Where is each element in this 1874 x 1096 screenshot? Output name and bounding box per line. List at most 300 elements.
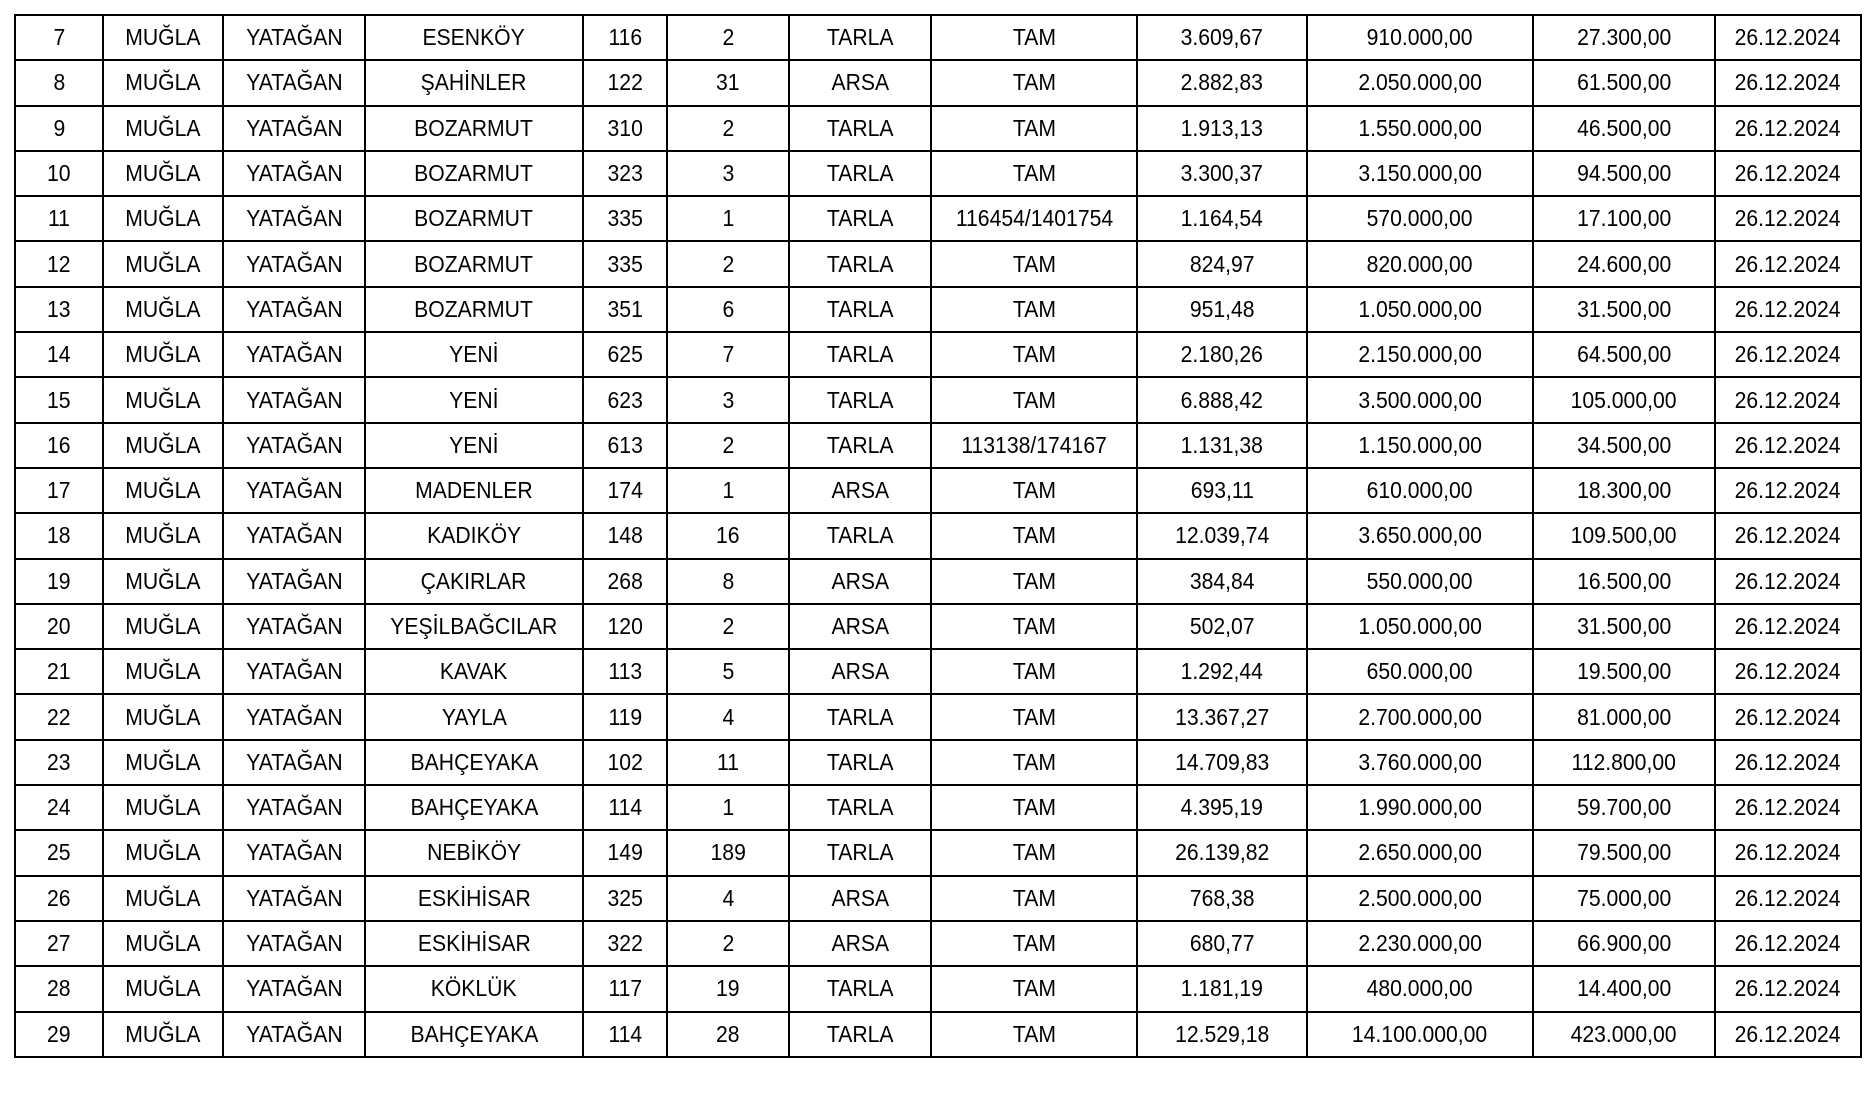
district-text: YATAĞAN	[245, 250, 343, 277]
row-number-cell	[15, 287, 103, 332]
area-cell	[1137, 513, 1307, 558]
date-text: 26.12.2024	[1735, 748, 1841, 775]
price-cell	[1307, 694, 1533, 739]
price-text: 650.000,00	[1367, 658, 1473, 685]
district-text: YATAĞAN	[245, 658, 343, 685]
price-cell	[1307, 106, 1533, 151]
deposit-cell	[1533, 649, 1715, 694]
block-cell	[583, 785, 667, 830]
property-table	[14, 14, 1862, 1058]
district-cell	[223, 423, 365, 468]
district-cell	[223, 468, 365, 513]
district-text: YATAĞAN	[245, 431, 343, 458]
table-row	[15, 106, 1861, 151]
price-cell	[1307, 468, 1533, 513]
area-cell	[1137, 1012, 1307, 1057]
neighborhood-cell	[365, 740, 583, 785]
property-type-cell	[789, 151, 931, 196]
deposit-cell	[1533, 241, 1715, 286]
deposit-cell	[1533, 694, 1715, 739]
share-text: TAM	[1012, 114, 1056, 141]
parcel-text: 4	[722, 703, 734, 730]
deposit-cell	[1533, 559, 1715, 604]
date-text: 26.12.2024	[1735, 567, 1841, 594]
parcel-cell	[667, 1012, 789, 1057]
district-text: YATAĞAN	[245, 839, 343, 866]
deposit-text: 94.500,00	[1576, 160, 1672, 187]
table-row	[15, 649, 1861, 694]
date-text: 26.12.2024	[1735, 930, 1841, 957]
area-cell	[1137, 60, 1307, 105]
deposit-cell	[1533, 921, 1715, 966]
date-text: 26.12.2024	[1735, 522, 1841, 549]
date-cell	[1715, 1012, 1861, 1057]
parcel-text: 19	[716, 975, 740, 1002]
table-row	[15, 966, 1861, 1011]
deposit-text: 14.400,00	[1576, 975, 1672, 1002]
district-text: YATAĞAN	[245, 160, 343, 187]
price-text: 570.000,00	[1367, 205, 1473, 232]
deposit-cell	[1533, 1012, 1715, 1057]
neighborhood-cell	[365, 785, 583, 830]
block-cell	[583, 423, 667, 468]
neighborhood-text: BAHÇEYAKA	[410, 794, 538, 821]
price-text: 2.500.000,00	[1358, 884, 1482, 911]
row-number-text: 13	[47, 295, 71, 322]
area-text: 951,48	[1189, 295, 1255, 322]
district-cell	[223, 694, 365, 739]
province-text: MUĞLA	[125, 1020, 201, 1047]
date-cell	[1715, 694, 1861, 739]
property-type-cell	[789, 15, 931, 60]
price-cell	[1307, 921, 1533, 966]
province-text: MUĞLA	[125, 341, 201, 368]
share-cell	[931, 513, 1137, 558]
property-type-text: TARLA	[826, 250, 894, 277]
table-row	[15, 785, 1861, 830]
date-text: 26.12.2024	[1735, 386, 1841, 413]
area-text: 2.882,83	[1180, 69, 1264, 96]
row-number-cell	[15, 241, 103, 286]
block-text: 323	[607, 160, 643, 187]
share-cell	[931, 559, 1137, 604]
share-text: TAM	[1012, 250, 1056, 277]
block-text: 335	[607, 205, 643, 232]
neighborhood-text: YENİ	[449, 386, 499, 413]
parcel-cell	[667, 377, 789, 422]
deposit-cell	[1533, 604, 1715, 649]
block-text: 325	[607, 884, 643, 911]
property-type-cell	[789, 921, 931, 966]
neighborhood-cell	[365, 287, 583, 332]
district-text: YATAĞAN	[245, 703, 343, 730]
parcel-cell	[667, 468, 789, 513]
deposit-cell	[1533, 966, 1715, 1011]
property-type-cell	[789, 241, 931, 286]
area-text: 693,11	[1190, 477, 1254, 504]
table-row	[15, 740, 1861, 785]
parcel-text: 2	[722, 24, 734, 51]
property-type-text: ARSA	[831, 567, 889, 594]
date-cell	[1715, 332, 1861, 377]
row-number-text: 21	[47, 658, 71, 685]
block-cell	[583, 151, 667, 196]
province-cell	[103, 966, 223, 1011]
row-number-cell	[15, 196, 103, 241]
block-text: 113	[608, 658, 642, 685]
date-cell	[1715, 559, 1861, 604]
price-text: 480.000,00	[1367, 975, 1473, 1002]
province-cell	[103, 468, 223, 513]
block-text: 119	[608, 703, 642, 730]
price-cell	[1307, 1012, 1533, 1057]
parcel-text: 2	[722, 431, 734, 458]
deposit-text: 75.000,00	[1576, 884, 1672, 911]
row-number-cell	[15, 151, 103, 196]
area-text: 1.131,38	[1180, 431, 1264, 458]
share-text: TAM	[1012, 477, 1056, 504]
table-row	[15, 60, 1861, 105]
row-number-cell	[15, 830, 103, 875]
neighborhood-text: BAHÇEYAKA	[410, 1020, 538, 1047]
share-text: TAM	[1012, 748, 1056, 775]
district-text: YATAĞAN	[245, 205, 343, 232]
row-number-text: 20	[47, 613, 71, 639]
date-cell	[1715, 60, 1861, 105]
parcel-text: 28	[716, 1020, 740, 1047]
row-number-cell	[15, 60, 103, 105]
province-cell	[103, 921, 223, 966]
table-row	[15, 241, 1861, 286]
property-type-text: TARLA	[826, 341, 894, 368]
share-text: TAM	[1012, 839, 1056, 866]
date-cell	[1715, 513, 1861, 558]
province-text: MUĞLA	[125, 477, 201, 504]
share-cell	[931, 332, 1137, 377]
deposit-cell	[1533, 468, 1715, 513]
deposit-cell	[1533, 60, 1715, 105]
property-type-cell	[789, 649, 931, 694]
parcel-text: 3	[722, 160, 734, 187]
area-text: 2.180,26	[1180, 341, 1264, 368]
row-number-text: 23	[47, 748, 71, 775]
area-text: 1.181,19	[1180, 975, 1264, 1002]
neighborhood-text: BOZARMUT	[414, 160, 534, 187]
district-text: YATAĞAN	[245, 1020, 343, 1047]
area-cell	[1137, 241, 1307, 286]
province-cell	[103, 604, 223, 649]
date-cell	[1715, 740, 1861, 785]
area-cell	[1137, 966, 1307, 1011]
neighborhood-text: ESKİHİSAR	[417, 884, 531, 911]
area-cell	[1137, 468, 1307, 513]
district-cell	[223, 604, 365, 649]
neighborhood-cell	[365, 966, 583, 1011]
province-text: MUĞLA	[125, 884, 201, 911]
area-text: 12.529,18	[1174, 1020, 1270, 1047]
block-text: 625	[607, 341, 643, 368]
price-text: 1.050.000,00	[1358, 613, 1482, 639]
neighborhood-text: KADIKÖY	[426, 522, 522, 549]
deposit-cell	[1533, 332, 1715, 377]
share-text: TAM	[1012, 567, 1056, 594]
property-type-cell	[789, 604, 931, 649]
row-number-text: 22	[47, 703, 71, 730]
block-cell	[583, 604, 667, 649]
price-cell	[1307, 60, 1533, 105]
price-cell	[1307, 966, 1533, 1011]
neighborhood-cell	[365, 1012, 583, 1057]
price-text: 1.050.000,00	[1358, 295, 1482, 322]
parcel-cell	[667, 785, 789, 830]
date-cell	[1715, 241, 1861, 286]
neighborhood-text: ESENKÖY	[422, 24, 526, 51]
deposit-text: 61.500,00	[1576, 69, 1672, 96]
district-cell	[223, 649, 365, 694]
area-cell	[1137, 423, 1307, 468]
row-number-text: 15	[47, 386, 71, 413]
parcel-cell	[667, 830, 789, 875]
property-type-text: TARLA	[826, 386, 894, 413]
neighborhood-cell	[365, 694, 583, 739]
neighborhood-cell	[365, 241, 583, 286]
property-type-cell	[789, 1012, 931, 1057]
price-text: 3.650.000,00	[1358, 522, 1482, 549]
parcel-text: 2	[722, 613, 734, 639]
price-cell	[1307, 241, 1533, 286]
date-text: 26.12.2024	[1735, 69, 1841, 96]
row-number-cell	[15, 785, 103, 830]
area-text: 3.609,67	[1180, 24, 1264, 51]
share-text: TAM	[1012, 160, 1056, 187]
block-text: 102	[607, 748, 643, 775]
district-text: YATAĞAN	[245, 114, 343, 141]
district-text: YATAĞAN	[245, 613, 343, 639]
province-cell	[103, 559, 223, 604]
block-cell	[583, 241, 667, 286]
table-row	[15, 423, 1861, 468]
deposit-text: 46.500,00	[1576, 114, 1672, 141]
price-cell	[1307, 151, 1533, 196]
district-text: YATAĞAN	[245, 522, 343, 549]
parcel-text: 16	[716, 522, 740, 549]
deposit-text: 27.300,00	[1576, 24, 1672, 51]
province-text: MUĞLA	[125, 567, 201, 594]
share-cell	[931, 377, 1137, 422]
district-text: YATAĞAN	[245, 930, 343, 957]
neighborhood-cell	[365, 921, 583, 966]
date-cell	[1715, 377, 1861, 422]
block-text: 613	[607, 431, 643, 458]
district-cell	[223, 559, 365, 604]
property-type-text: ARSA	[831, 477, 889, 504]
neighborhood-text: ESKİHİSAR	[417, 930, 531, 957]
property-type-cell	[789, 694, 931, 739]
parcel-cell	[667, 60, 789, 105]
neighborhood-cell	[365, 604, 583, 649]
area-text: 1.164,54	[1180, 205, 1264, 232]
block-cell	[583, 876, 667, 921]
table-row	[15, 559, 1861, 604]
price-text: 820.000,00	[1367, 250, 1473, 277]
province-cell	[103, 60, 223, 105]
area-text: 502,07	[1189, 613, 1255, 639]
area-cell	[1137, 377, 1307, 422]
parcel-text: 8	[722, 567, 734, 594]
neighborhood-cell	[365, 559, 583, 604]
price-cell	[1307, 785, 1533, 830]
deposit-text: 66.900,00	[1576, 930, 1672, 957]
table-row	[15, 151, 1861, 196]
district-cell	[223, 15, 365, 60]
table-body	[15, 15, 1861, 1057]
property-type-text: TARLA	[826, 794, 894, 821]
row-number-cell	[15, 966, 103, 1011]
district-cell	[223, 830, 365, 875]
block-text: 116	[608, 24, 642, 51]
block-cell	[583, 15, 667, 60]
area-cell	[1137, 151, 1307, 196]
price-text: 910.000,00	[1367, 24, 1473, 51]
share-cell	[931, 740, 1137, 785]
table-row	[15, 196, 1861, 241]
price-text: 2.650.000,00	[1358, 839, 1482, 866]
parcel-cell	[667, 921, 789, 966]
price-text: 3.150.000,00	[1358, 160, 1482, 187]
deposit-text: 31.500,00	[1576, 613, 1672, 639]
row-number-cell	[15, 876, 103, 921]
share-text: TAM	[1012, 884, 1056, 911]
district-cell	[223, 966, 365, 1011]
neighborhood-text: BAHÇEYAKA	[410, 748, 538, 775]
date-text: 26.12.2024	[1735, 295, 1841, 322]
district-cell	[223, 106, 365, 151]
neighborhood-text: BOZARMUT	[414, 250, 534, 277]
parcel-cell	[667, 604, 789, 649]
district-cell	[223, 1012, 365, 1057]
row-number-cell	[15, 332, 103, 377]
area-text: 4.395,19	[1180, 794, 1264, 821]
deposit-text: 17.100,00	[1576, 205, 1672, 232]
date-text: 26.12.2024	[1735, 658, 1841, 685]
table-row	[15, 377, 1861, 422]
property-type-text: TARLA	[826, 24, 894, 51]
property-type-text: TARLA	[826, 748, 894, 775]
district-cell	[223, 513, 365, 558]
block-cell	[583, 830, 667, 875]
date-text: 26.12.2024	[1735, 205, 1841, 232]
property-type-cell	[789, 876, 931, 921]
row-number-cell	[15, 604, 103, 649]
province-text: MUĞLA	[125, 114, 201, 141]
block-text: 149	[607, 839, 643, 866]
block-text: 268	[607, 567, 643, 594]
parcel-text: 31	[716, 69, 740, 96]
price-cell	[1307, 287, 1533, 332]
date-text: 26.12.2024	[1735, 794, 1841, 821]
row-number-text: 29	[47, 1020, 71, 1047]
share-text: TAM	[1012, 930, 1056, 957]
date-text: 26.12.2024	[1735, 477, 1841, 504]
parcel-cell	[667, 423, 789, 468]
deposit-text: 109.500,00	[1571, 522, 1677, 549]
district-text: YATAĞAN	[245, 975, 343, 1002]
deposit-text: 31.500,00	[1576, 295, 1672, 322]
block-cell	[583, 468, 667, 513]
parcel-text: 1	[722, 477, 734, 504]
row-number-cell	[15, 1012, 103, 1057]
block-text: 351	[607, 295, 643, 322]
share-cell	[931, 241, 1137, 286]
area-cell	[1137, 876, 1307, 921]
row-number-text: 10	[47, 160, 71, 187]
province-text: MUĞLA	[125, 975, 201, 1002]
deposit-text: 423.000,00	[1571, 1020, 1677, 1047]
date-cell	[1715, 830, 1861, 875]
row-number-cell	[15, 649, 103, 694]
price-cell	[1307, 196, 1533, 241]
province-text: MUĞLA	[125, 930, 201, 957]
price-cell	[1307, 559, 1533, 604]
deposit-cell	[1533, 377, 1715, 422]
neighborhood-cell	[365, 15, 583, 60]
district-text: YATAĞAN	[245, 794, 343, 821]
area-text: 3.300,37	[1180, 160, 1264, 187]
neighborhood-text: YAYLA	[441, 703, 507, 730]
parcel-text: 11	[717, 748, 739, 775]
district-text: YATAĞAN	[245, 295, 343, 322]
property-table-container	[14, 14, 1860, 1058]
property-type-text: TARLA	[826, 160, 894, 187]
district-cell	[223, 196, 365, 241]
parcel-text: 3	[722, 386, 734, 413]
deposit-text: 105.000,00	[1571, 386, 1677, 413]
neighborhood-text: YENİ	[449, 341, 499, 368]
neighborhood-text: YEŞİLBAĞCILAR	[390, 613, 558, 639]
deposit-cell	[1533, 15, 1715, 60]
date-text: 26.12.2024	[1735, 703, 1841, 730]
row-number-text: 24	[47, 794, 71, 821]
price-text: 1.550.000,00	[1358, 114, 1482, 141]
block-text: 148	[607, 522, 643, 549]
province-cell	[103, 196, 223, 241]
area-text: 26.139,82	[1174, 839, 1270, 866]
share-cell	[931, 830, 1137, 875]
date-cell	[1715, 921, 1861, 966]
table-row	[15, 694, 1861, 739]
price-cell	[1307, 513, 1533, 558]
deposit-text: 24.600,00	[1576, 250, 1672, 277]
province-text: MUĞLA	[125, 613, 201, 639]
parcel-text: 189	[710, 839, 746, 866]
property-type-cell	[789, 106, 931, 151]
price-text: 3.500.000,00	[1358, 386, 1482, 413]
row-number-text: 25	[47, 839, 71, 866]
property-type-cell	[789, 423, 931, 468]
property-type-text: ARSA	[831, 884, 889, 911]
deposit-cell	[1533, 287, 1715, 332]
parcel-cell	[667, 151, 789, 196]
date-cell	[1715, 151, 1861, 196]
area-cell	[1137, 196, 1307, 241]
block-cell	[583, 513, 667, 558]
price-cell	[1307, 332, 1533, 377]
share-cell	[931, 921, 1137, 966]
row-number-text: 18	[47, 522, 71, 549]
area-cell	[1137, 559, 1307, 604]
province-text: MUĞLA	[125, 24, 201, 51]
share-text: TAM	[1012, 1020, 1056, 1047]
